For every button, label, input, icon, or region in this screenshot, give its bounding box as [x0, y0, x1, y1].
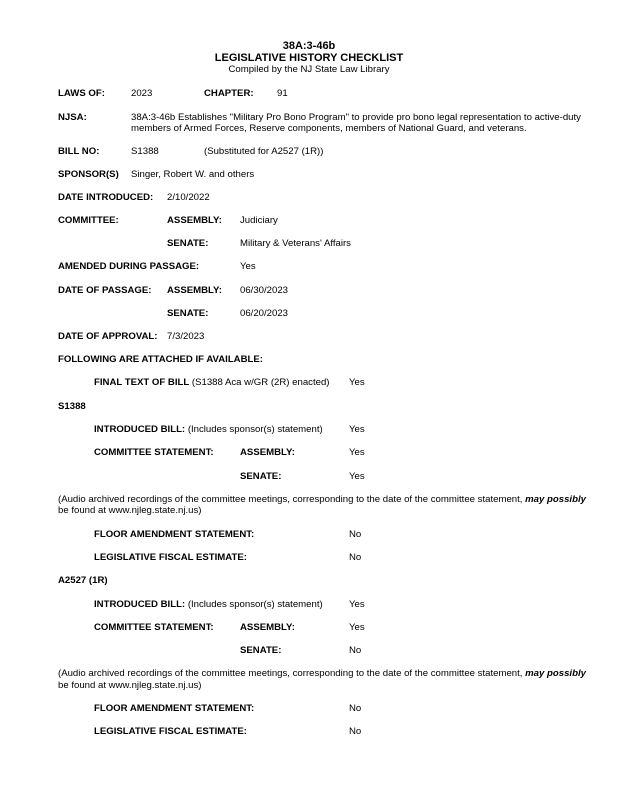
a2527-introduced-row: [94, 599, 323, 611]
passage-senate-label: SENATE:: [167, 308, 209, 319]
s1388-audio-text: (Audio archived recordings of the committee meetings, corresponding to the date of the committee statement,: [58, 494, 523, 505]
s1388-audio-note-line2: be found at www.njleg.state.nj.us): [58, 505, 202, 516]
a2527-audio-text: (Audio archived recordings of the committee meetings, corresponding to the date of the committee statement,: [58, 668, 523, 679]
s1388-fiscal-label: LEGISLATIVE FISCAL ESTIMATE:: [94, 552, 247, 563]
a2527-senate-label: SENATE:: [240, 645, 282, 656]
final-text-label: FINAL TEXT OF BILL: [94, 377, 190, 388]
chapter-value: 91: [277, 88, 288, 99]
passage-assembly-label: ASSEMBLY:: [167, 285, 222, 296]
laws-of-value: 2023: [131, 88, 153, 99]
committee-senate-value: Military & Veterans' Affairs: [240, 238, 351, 249]
document-subtitle: LEGISLATIVE HISTORY CHECKLIST: [214, 52, 404, 64]
attached-heading: FOLLOWING ARE ATTACHED IF AVAILABLE:: [58, 354, 263, 365]
a2527-audio-note-line2: be found at www.njleg.state.nj.us): [58, 680, 202, 691]
a2527-floor-value: No: [349, 703, 362, 714]
committee-senate-label: SENATE:: [167, 238, 209, 249]
s1388-introduced-detail: (Includes sponsor(s) statement): [187, 424, 323, 435]
njsa-description-line1: 38A:3-46b Establishes "Military Pro Bono Program" to provide pro bono legal representation to active-duty: [131, 112, 581, 123]
s1388-introduced-row: [94, 424, 323, 436]
s1388-introduced-value: Yes: [349, 424, 365, 435]
committee-assembly-label: ASSEMBLY:: [167, 215, 222, 226]
a2527-floor-label: FLOOR AMENDMENT STATEMENT:: [94, 703, 255, 714]
njsa-description-line2: members of Armed Forces, Reserve components, members of National Guard, and veterans.: [131, 123, 527, 134]
bill-no-label: BILL NO:: [58, 146, 100, 157]
s1388-assembly-label: ASSEMBLY:: [240, 447, 295, 458]
committee-assembly-value: Judiciary: [240, 215, 278, 226]
sponsor-value: Singer, Robert W. and others: [131, 169, 255, 180]
a2527-introduced-value: Yes: [349, 599, 365, 610]
document-title: 38A:3-46b: [282, 40, 336, 52]
bill-substitution-note: (Substituted for A2527 (1R)): [204, 146, 324, 157]
a2527-fiscal-label: LEGISLATIVE FISCAL ESTIMATE:: [94, 726, 247, 737]
amended-label: AMENDED DURING PASSAGE:: [58, 261, 200, 272]
final-text-detail: (S1388 Aca w/GR (2R) enacted): [191, 377, 330, 388]
chapter-label: CHAPTER:: [204, 88, 254, 99]
passage-assembly-value: 06/30/2023: [240, 285, 289, 296]
amended-value: Yes: [240, 261, 256, 272]
a2527-assembly-label: ASSEMBLY:: [240, 622, 295, 633]
s1388-senate-value: Yes: [349, 471, 365, 482]
committee-label: COMMITTEE:: [58, 215, 119, 226]
s1388-heading: S1388: [58, 401, 86, 412]
s1388-audio-emphasis: may possibly: [525, 494, 586, 505]
s1388-floor-label: FLOOR AMENDMENT STATEMENT:: [94, 529, 255, 540]
approval-value: 7/3/2023: [167, 331, 205, 342]
approval-label: DATE OF APPROVAL:: [58, 331, 158, 342]
s1388-introduced-label: INTRODUCED BILL:: [94, 424, 186, 435]
sponsor-label: SPONSOR(S): [58, 169, 119, 180]
a2527-senate-value: No: [349, 645, 362, 656]
date-introduced-label: DATE INTRODUCED:: [58, 192, 154, 203]
passage-label: DATE OF PASSAGE:: [58, 285, 152, 296]
a2527-heading: A2527 (1R): [58, 575, 108, 586]
a2527-introduced-detail: (Includes sponsor(s) statement): [187, 599, 323, 610]
passage-senate-value: 06/20/2023: [240, 308, 289, 319]
s1388-assembly-value: Yes: [349, 447, 365, 458]
bill-no-value: S1388: [131, 146, 159, 157]
a2527-assembly-value: Yes: [349, 622, 365, 633]
a2527-committee-statement-label: COMMITTEE STATEMENT:: [94, 622, 214, 633]
final-text-row: [94, 377, 329, 389]
njsa-label: NJSA:: [58, 112, 87, 123]
s1388-committee-statement-label: COMMITTEE STATEMENT:: [94, 447, 214, 458]
date-introduced-value: 2/10/2022: [167, 192, 210, 203]
s1388-fiscal-value: No: [349, 552, 362, 563]
s1388-senate-label: SENATE:: [240, 471, 282, 482]
compiled-by: Compiled by the NJ State Law Library: [228, 64, 390, 75]
a2527-fiscal-value: No: [349, 726, 362, 737]
a2527-audio-note-line1: [58, 668, 586, 680]
a2527-audio-emphasis: may possibly: [525, 668, 586, 679]
s1388-floor-value: No: [349, 529, 362, 540]
laws-of-label: LAWS OF:: [58, 88, 105, 99]
final-text-value: Yes: [349, 377, 365, 388]
a2527-introduced-label: INTRODUCED BILL:: [94, 599, 186, 610]
